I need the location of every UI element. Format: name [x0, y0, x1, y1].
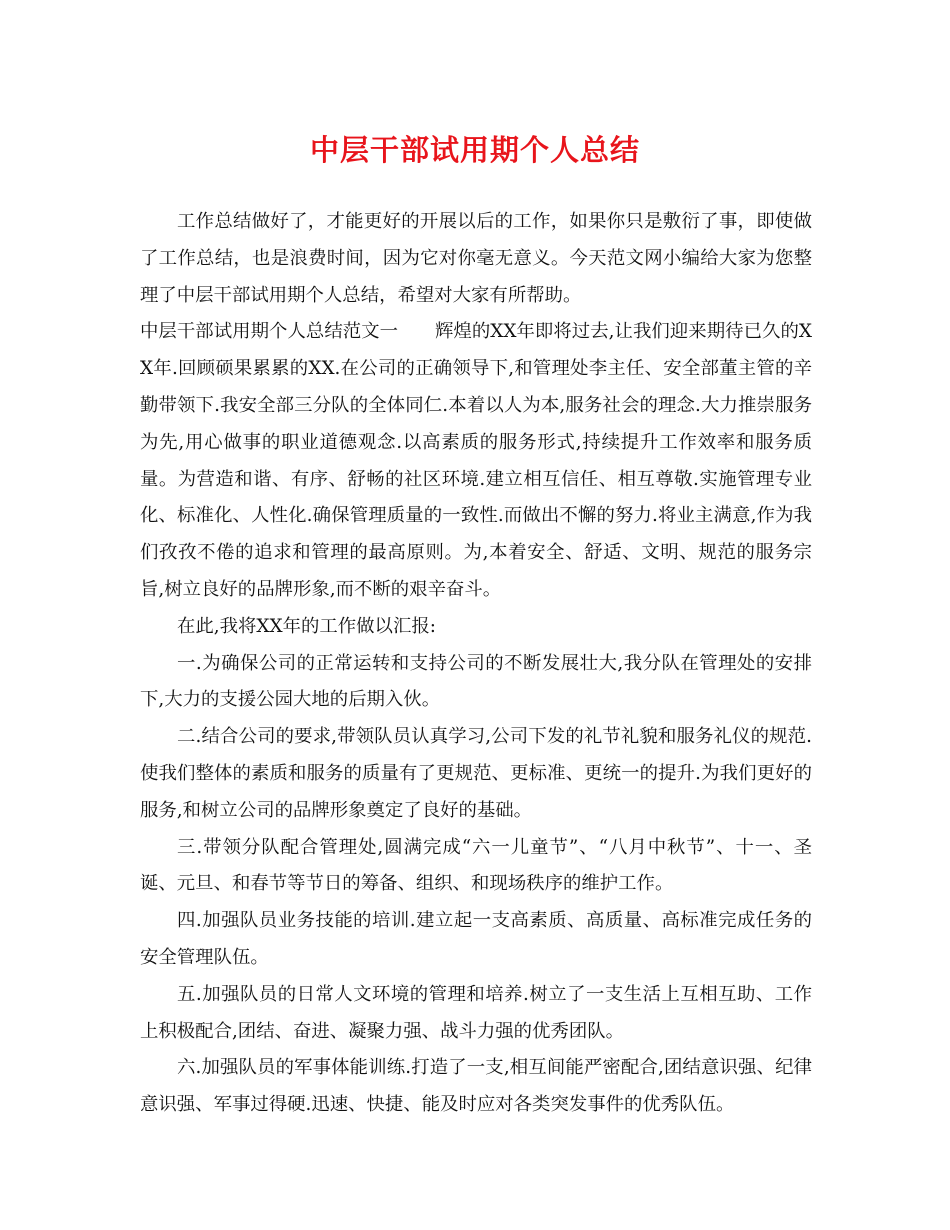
list-item-2: 二.结合公司的要求,带领队员认真学习,公司下发的礼节礼貌和服务礼仪的规范.使我们整体的素质和服务的质量有了更规范、更标准、更统一的提升.为我们更好的服务,和树立公司的品牌形象奠定了良好的基础。 — [140, 726, 812, 821]
report-intro-paragraph: 在此,我将XX年的工作做以汇报: — [177, 615, 436, 637]
list-item-3: 三.带领分队配合管理处,圆满完成“六一儿童节”、“八月中秋节”、十一、圣诞、元旦、和春节等节日的筹备、组织、和现场秩序的维护工作。 — [140, 836, 812, 895]
list-item-1: 一.为确保公司的正常运转和支持公司的不断发展壮大,我分队在管理处的安排下,大力的支援公园大地的后期入伙。 — [140, 652, 812, 711]
list-item-5: 五.加强队员的日常人文环境的管理和培养.树立了一支生活上互相互助、工作上积极配合,团结、奋进、凝聚力强、战斗力强的优秀团队。 — [140, 983, 812, 1042]
sample-heading-paragraph: 中层干部试用期个人总结范文一 辉煌的XX年即将过去,让我们迎来期待已久的XX年.回顾硕果累累的XX.在公司的正确领导下,和管理处李主任、安全部董主管的辛勤带领下.我安全部三分队的全体同仁.本着以人为本,服务社会的理念.大力推崇服务为先,用心做事的职业道德观念.以高素质的服务形式,持续提升工作效率和服务质量。为营造和谐、有序、舒畅的社区环境.建立相互信任、相互尊敬.实施管理专业化、标准化、人性化.确保管理质量的一致性.而做出不懈的努力.将业主满意,作为我们孜孜不倦的追求和管理的最高原则。为,本着安全、舒适、文明、规范的服务宗旨,树立良好的品牌形象,而不断的艰辛奋斗。 — [140, 321, 812, 600]
list-item-6: 六.加强队员的军事体能训练.打造了一支,相互间能严密配合,团结意识强、纪律意识强、军事过得硬.迅速、快捷、能及时应对各类突发事件的优秀队伍。 — [140, 1057, 812, 1116]
document-body — [140, 204, 812, 1124]
list-item-4: 四.加强队员业务技能的培训.建立起一支高素质、高质量、高标准完成任务的安全管理队伍。 — [140, 910, 812, 968]
intro-paragraph: 工作总结做好了，才能更好的开展以后的工作，如果你只是敷衍了事，即使做了工作总结，也是浪费时间，因为它对你毫无意义。今天范文网小编给大家为您整理了中层干部试用期个人总结，希望对大家有所帮助。 — [140, 211, 812, 306]
page-title: 中层干部试用期个人总结 — [309, 133, 640, 167]
